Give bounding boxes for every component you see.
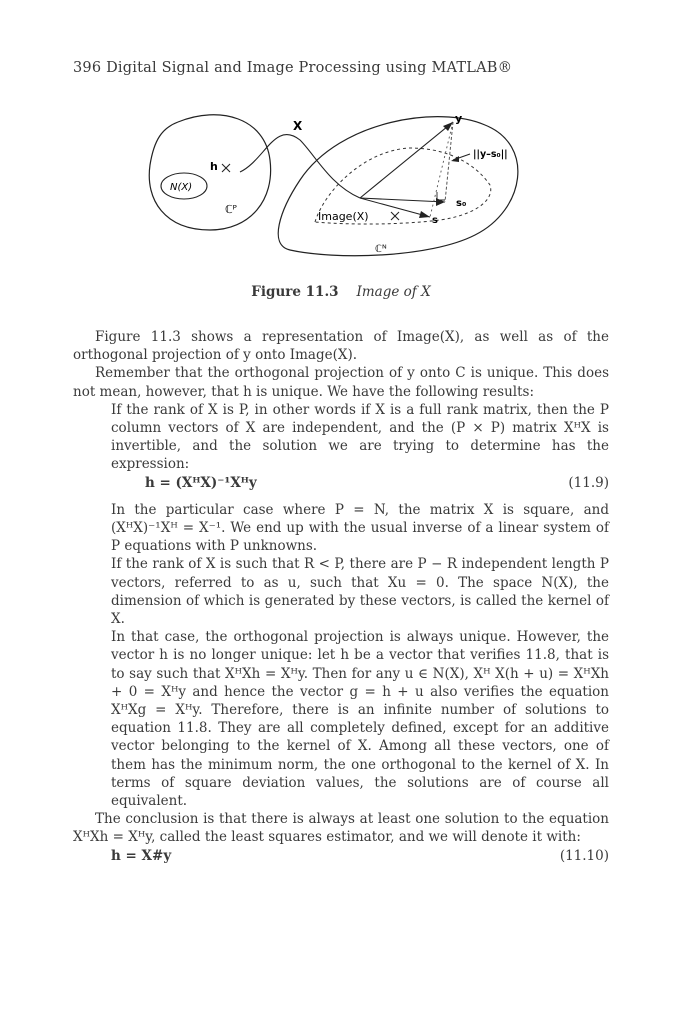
vector-y <box>360 122 453 198</box>
running-header: 396 Digital Signal and Image Processing using MATLAB® <box>73 60 513 76</box>
result-2-text: If the rank of X is such that R < P, there are P − R independent length P vectors, referred to as u, such that Xu = 0. The space N(X), the dimension of which is generated by these vectors, is called the kernel of X. <box>111 556 609 628</box>
label-y: y <box>455 112 463 125</box>
label-s0: s₀ <box>456 198 467 209</box>
caption-title: Image of X <box>356 284 431 300</box>
body-text <box>73 328 609 865</box>
label-h: h <box>210 160 218 173</box>
figure-image-of-x <box>140 100 540 270</box>
result-1-square-case: In the particular case where P = N, the matrix X is square, and (XᴴX)⁻¹Xᴴ = X⁻¹. We end up with the usual inverse of a linear system of P equations with P unknowns. <box>111 501 609 555</box>
equation-11-10-number: (11.10) <box>559 847 609 864</box>
label-norm: ||y–s₀|| <box>473 149 508 160</box>
result-2-detail: In that case, the orthogonal projection is always unique. However, the vector h is no longer unique: let h be a vector that verifies 11.8, that is to say such that XᴴXh = Xᴴy. Then for any u ∈ N(X), Xᴴ X(h + u) = XᴴXh + 0 = Xᴴy and hence the vector g = h + u also verifies the equation XᴴXg = Xᴴy. Therefore, there is an infinite number of solutions to equation 11.8. They are all completely defined, except for an additive vector belonging to the kernel of X. Among all these vectors, one of them has the minimum norm, the one orthogonal to the kernel of X. In terms of square deviation values, the solutions are of course all equivalent. <box>111 629 609 810</box>
equation-11-9-number: (11.9) <box>568 474 609 491</box>
paragraph-conclusion: The conclusion is that there is always at least one solution to the equation XᴴXh = Xᴴy, called the least squares estimator, and we will denote it with: <box>73 811 609 846</box>
equation-11-9 <box>111 474 609 492</box>
figure-caption <box>0 284 682 300</box>
label-image: Image(X) <box>318 210 369 223</box>
result-1 <box>111 401 609 810</box>
equation-11-10-body: h = X#y <box>111 847 172 864</box>
label-s: s <box>432 215 438 226</box>
label-cn: ℂᴺ <box>375 244 387 255</box>
projection-line <box>445 122 453 202</box>
caption-number: Figure 11.3 <box>251 284 339 300</box>
cn-region <box>278 117 518 256</box>
label-x: X <box>293 119 303 133</box>
label-cp: ℂᴾ <box>225 203 237 216</box>
image-point-marker <box>391 212 399 220</box>
equation-11-10 <box>73 847 609 865</box>
result-1-text: If the rank of X is P, in other words if X is a full rank matrix, then the P column vectors of X are independent, and the (P × P) matrix XᴴX is invertible, and the solution we are trying to determine has the expression: <box>111 401 609 473</box>
h-point-marker <box>222 164 230 172</box>
equation-11-9-body: h = (XᴴX)⁻¹Xᴴy <box>145 474 257 491</box>
mapping-curve <box>240 134 360 198</box>
paragraph-2: Remember that the orthogonal projection of y onto C is unique. This does not mean, however, that h is unique. We have the following results: <box>73 365 609 400</box>
label-nullspace: N(X) <box>170 182 193 193</box>
paragraph-1: Figure 11.3 shows a representation of Image(X), as well as of the orthogonal projection of y onto Image(X). <box>73 329 609 364</box>
